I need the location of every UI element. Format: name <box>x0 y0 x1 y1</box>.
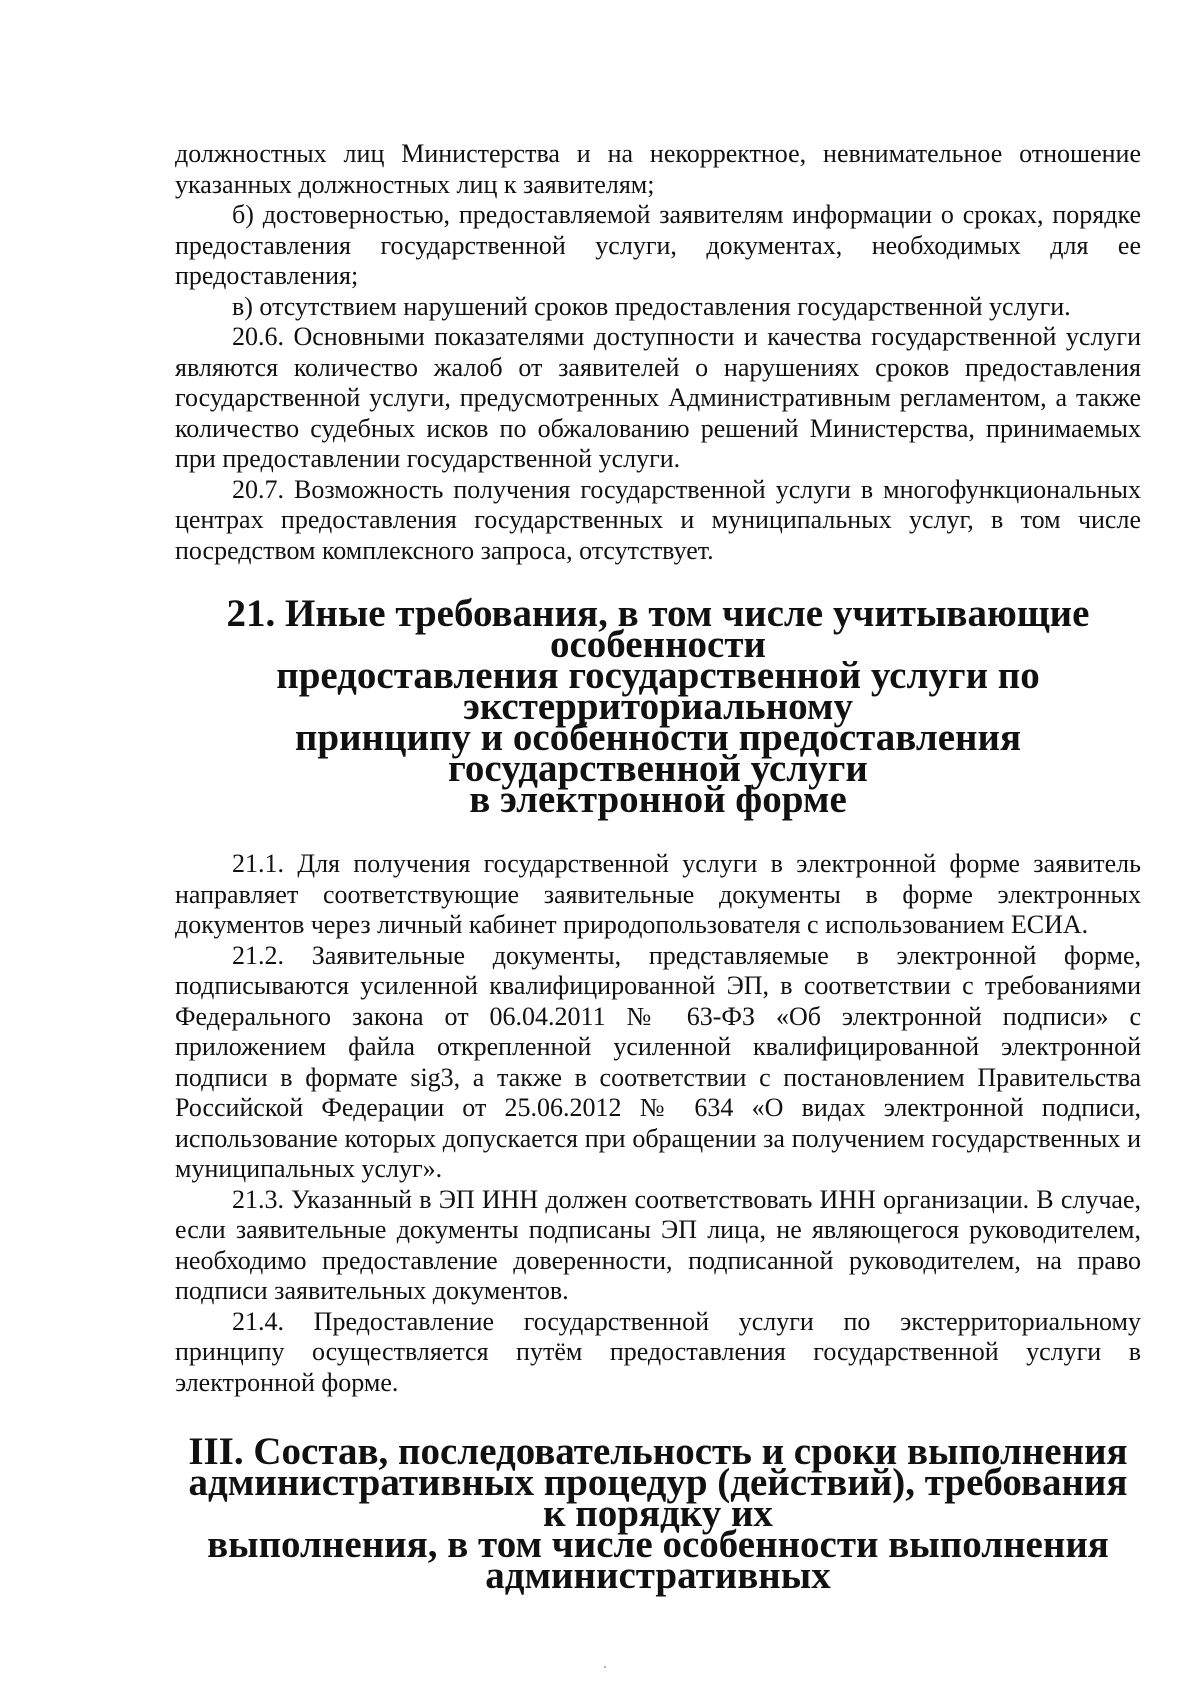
section-3-heading-line: административных процедур (действий), требования к порядку их <box>188 1461 1128 1535</box>
paragraph-21-1: 21.1. Для получения государственной услуги в электронной форме заявитель направляет соответствующие заявительные документы в форме электронных документов через личный кабинет природопользователя с использованием ЕСИА. <box>175 849 1141 939</box>
document-body <box>175 139 1141 1597</box>
section-21-heading-line: предоставления государственной услуги по экстерриториальному <box>276 654 1040 728</box>
section-3-heading-line: III. Состав, последовательность и сроки выполнения <box>188 1430 1128 1473</box>
paragraph-item-v: в) отсутствием нарушений сроков предоставления государственной услуги. <box>232 291 1071 321</box>
paragraph-item-b: б) достоверностью, предоставляемой заявителям информации о сроках, порядке предоставления государственной услуги, документах, необходимых для ее предоставления; <box>175 200 1141 290</box>
section-21-heading-line: 21. Иные требования, в том числе учитывающие особенности <box>226 592 1090 666</box>
paragraph-20-6: 20.6. Основными показателями доступности и качества государственной услуги являются количество жалоб от заявителей о нарушениях сроков предоставления государственной услуги, предусмотренных Административным регламентом, а также количество судебных исков по обжалованию решений Министерства, принимаемых при предоставлении государственной услуги. <box>175 322 1141 473</box>
section-3-heading <box>175 1430 1141 1597</box>
section-21-heading-line: принципу и особенности предоставления государственной услуги <box>294 716 1022 790</box>
paragraph-21-4: 21.4. Предоставление государственной услуги по экстерриториальному принципу осуществляется путём предоставления государственной услуги в электронной форме. <box>175 1306 1141 1397</box>
section-21-heading <box>175 592 1141 821</box>
section-3-heading-line: выполнения, в том числе особенности выполнения административных <box>207 1523 1109 1597</box>
paragraph-continuation: должностных лиц Министерства и на некорректное, невнимательное отношение указанных должностных лиц к заявителям; <box>175 139 1141 199</box>
paragraph-21-2: 21.2. Заявительные документы, представляемые в электронной форме, подписываются усиленной квалифицированной ЭП, в соответствии с требованиями Федерального закона от 06.04.2011 № 63-ФЗ «Об электронной подписи» с приложением файла открепленной усиленной квалифицированной электронной подписи в формате sig3, а также в соответствии с постановлением Правительства Российской Федерации от 25.06.2012 № 634 «О видах электронной подписи, использование которых допускается при обращении за получением государственных и муниципальных услуг». <box>175 940 1141 1183</box>
section-21-heading-line: в электронной форме <box>469 778 847 821</box>
scan-speck <box>604 1666 606 1668</box>
paragraph-21-3: 21.3. Указанный в ЭП ИНН должен соответствовать ИНН организации. В случае, если заявительные документы подписаны ЭП лица, не являющегося руководителем, необходимо предоставление доверенности, подписанной руководителем, на право подписи заявительных документов. <box>175 1184 1141 1305</box>
paragraph-20-7: 20.7. Возможность получения государственной услуги в многофункциональных центрах предоставления государственных и муниципальных услуг, в том числе посредством комплексного запроса, отсутствует. <box>175 474 1141 565</box>
